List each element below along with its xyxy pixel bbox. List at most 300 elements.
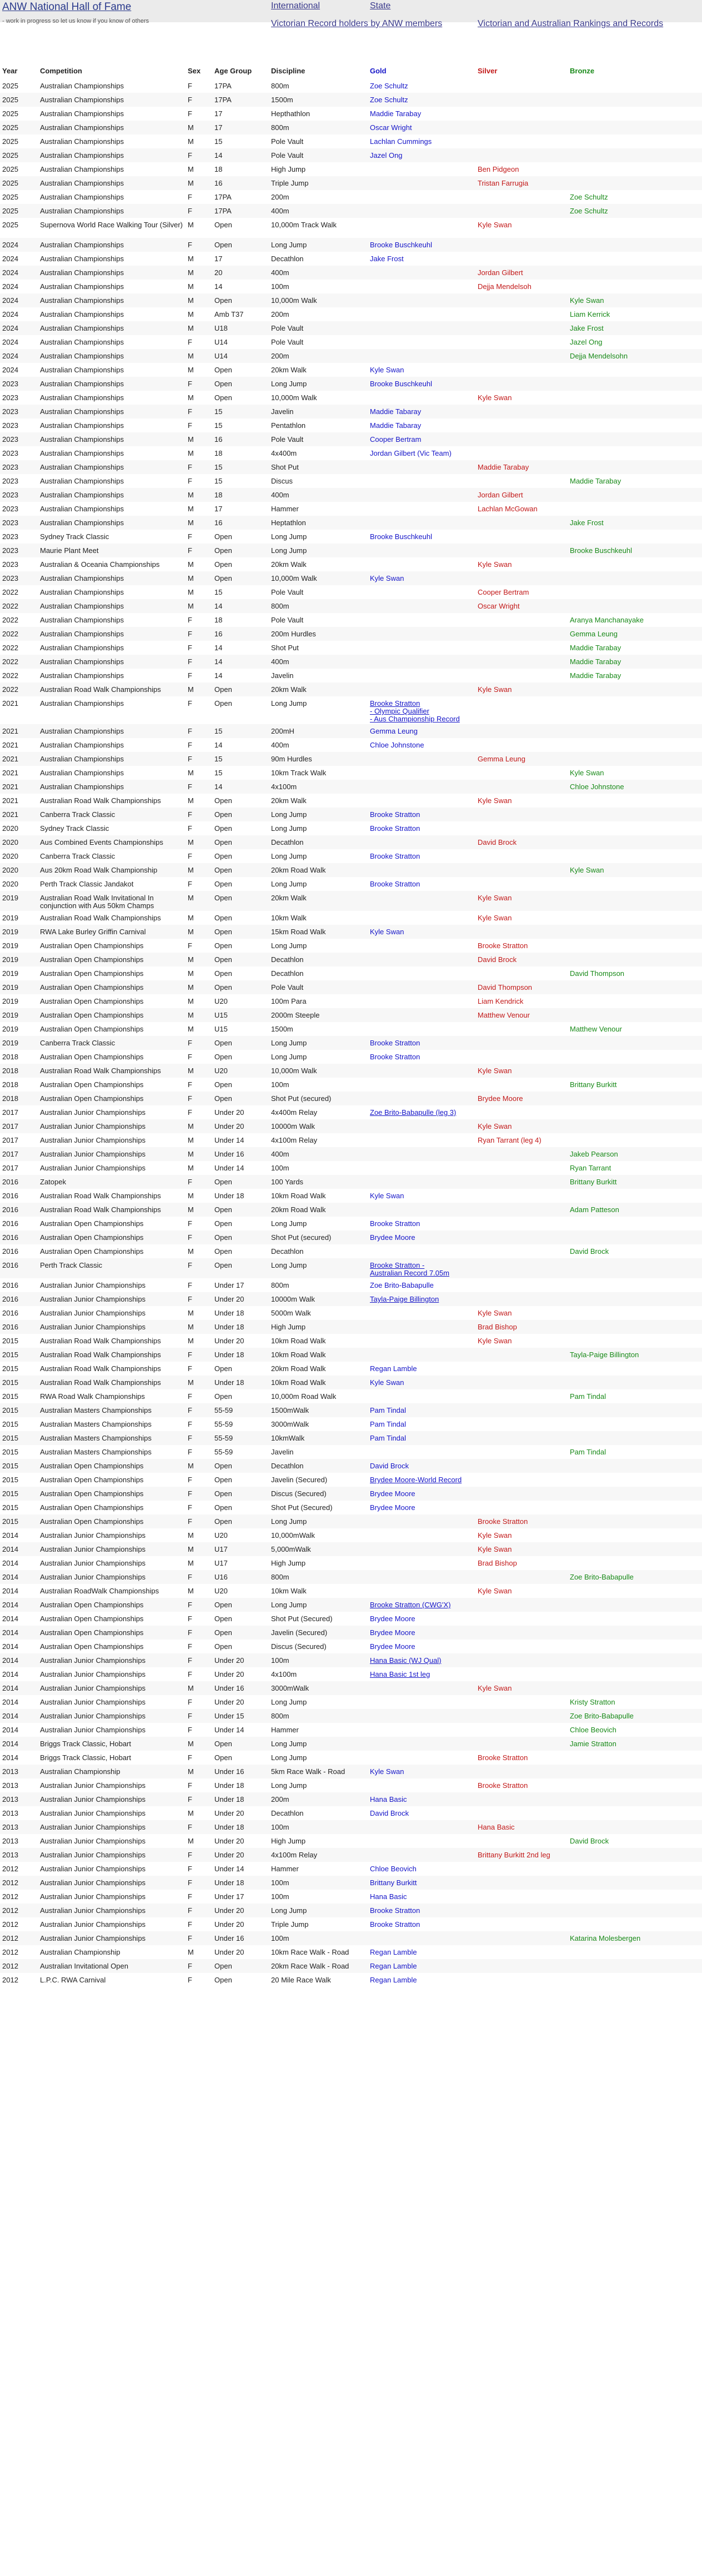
table-row: [0, 966, 702, 980]
year-cell: 2019: [2, 969, 18, 978]
competition-cell: Australian Championships: [40, 421, 124, 430]
sex-cell: M: [188, 1378, 194, 1387]
discipline-cell: Long Jump: [271, 880, 307, 888]
nav-international-link[interactable]: International: [271, 1, 320, 11]
sex-cell: M: [188, 969, 194, 978]
sex-cell: F: [188, 1219, 192, 1228]
silver-cell: Brad Bishop: [478, 1323, 517, 1331]
discipline-cell: Pole Vault: [271, 616, 304, 624]
sex-cell: F: [188, 1670, 192, 1678]
sex-cell: F: [188, 644, 192, 652]
nav-victorian-record-holders-link[interactable]: Victorian Record holders by ANW members: [271, 19, 443, 28]
competition-cell: Australian Championships: [40, 463, 124, 471]
silver-cell: David Brock: [478, 838, 517, 846]
sex-cell: F: [188, 1976, 192, 1984]
year-cell: 2023: [2, 449, 18, 457]
discipline-cell: Pole Vault: [271, 324, 304, 332]
year-cell: 2012: [2, 1934, 18, 1942]
table-row: [0, 162, 702, 176]
table-row: [0, 1078, 702, 1092]
age-group-cell: Under 20: [214, 1295, 244, 1303]
discipline-cell: Decathlon: [271, 969, 304, 978]
competition-cell: Australian Junior Championships: [40, 1108, 146, 1117]
year-cell: 2012: [2, 1948, 18, 1956]
table-row: [0, 994, 702, 1008]
bronze-cell: David Brock: [570, 1247, 609, 1255]
competition-cell: Australian Junior Championships: [40, 1823, 146, 1831]
table-row: [0, 502, 702, 516]
year-cell: 2016: [2, 1261, 18, 1269]
year-cell: 2015: [2, 1420, 18, 1428]
discipline-cell: Long Jump: [271, 1517, 307, 1526]
sex-cell: M: [188, 602, 194, 610]
table-row: [0, 1904, 702, 1917]
gold-cell: Oscar Wright: [370, 123, 412, 132]
competition-cell: Australian Championships: [40, 109, 124, 118]
competition-cell: Australian Championships: [40, 268, 124, 277]
sex-cell: M: [188, 393, 194, 402]
sex-cell: M: [188, 268, 194, 277]
nav-state-link[interactable]: State: [370, 1, 391, 11]
year-cell: 2015: [2, 1448, 18, 1456]
age-group-cell: Open: [214, 532, 232, 541]
year-cell: 2017: [2, 1150, 18, 1158]
gold-cell[interactable]: Brooke Stratton (CWG'X): [370, 1601, 451, 1609]
gold-cell: Chloe Johnstone: [370, 741, 424, 749]
table-row: [0, 1348, 702, 1362]
sex-cell: F: [188, 1039, 192, 1047]
competition-cell: Australian Junior Championships: [40, 1809, 146, 1817]
year-cell: 2019: [2, 914, 18, 922]
sex-cell: F: [188, 1573, 192, 1581]
year-cell: 2020: [2, 838, 18, 846]
discipline-cell: Long Jump: [271, 1753, 307, 1762]
table-row: [0, 835, 702, 849]
discipline-cell: 4x100m Relay: [271, 1136, 318, 1144]
discipline-cell: 5000m Walk: [271, 1309, 311, 1317]
gold-cell: Regan Lamble: [370, 1976, 417, 1984]
discipline-cell: 400m: [271, 268, 289, 277]
discipline-cell: Javelin: [271, 671, 294, 680]
silver-cell: David Thompson: [478, 983, 533, 991]
competition-cell: Australian Open Championships: [40, 1642, 144, 1651]
competition-cell: Australian Masters Championships: [40, 1420, 152, 1428]
year-cell: 2018: [2, 1067, 18, 1075]
table-row: [0, 925, 702, 939]
discipline-cell: Long Jump: [271, 1781, 307, 1790]
gold-cell: Kyle Swan: [370, 928, 404, 936]
table-row: [0, 627, 702, 641]
discipline-cell: High Jump: [271, 165, 306, 173]
gold-cell[interactable]: Brooke Stratton - Australian Record 7.05m: [370, 1261, 450, 1277]
age-group-cell: Under 20: [214, 1809, 244, 1817]
year-cell: 2014: [2, 1642, 18, 1651]
table-row: [0, 696, 702, 724]
competition-cell: Australian Championships: [40, 82, 124, 90]
silver-cell: Kyle Swan: [478, 914, 512, 922]
competition-cell: Australian Open Championships: [40, 955, 144, 964]
year-cell: 2013: [2, 1795, 18, 1803]
gold-cell[interactable]: Hana Basic (WJ Qual): [370, 1656, 442, 1665]
discipline-cell: 20km Walk: [271, 685, 307, 694]
table-row: [0, 1306, 702, 1320]
discipline-cell: 10,000m Walk: [271, 574, 317, 582]
competition-cell: Australian Championships: [40, 644, 124, 652]
table-row: [0, 293, 702, 307]
discipline-cell: 3000mWalk: [271, 1684, 309, 1692]
sex-cell: F: [188, 1879, 192, 1887]
year-cell: 2014: [2, 1753, 18, 1762]
gold-cell: Pam Tindal: [370, 1406, 407, 1414]
silver-cell: Cooper Bertram: [478, 588, 529, 596]
discipline-cell: Long Jump: [271, 1601, 307, 1609]
bronze-cell: Chloe Johnstone: [570, 783, 624, 791]
year-cell: 2019: [2, 955, 18, 964]
table-row: [0, 585, 702, 599]
age-group-cell: Open: [214, 1261, 232, 1269]
gold-cell[interactable]: Zoe Brito-Babapulle (leg 3): [370, 1108, 457, 1117]
competition-cell: Australian Junior Championships: [40, 1559, 146, 1567]
gold-cell: Brooke Stratton: [370, 824, 420, 833]
table-row: [0, 1778, 702, 1792]
discipline-cell: Long Jump: [271, 1906, 307, 1915]
bronze-cell: Adam Patteson: [570, 1205, 619, 1214]
discipline-cell: High Jump: [271, 1837, 306, 1845]
gold-cell: Zoe Brito-Babapulle: [370, 1281, 434, 1289]
table-row: [0, 474, 702, 488]
discipline-cell: 100m: [271, 1934, 289, 1942]
age-group-cell: Under 18: [214, 1192, 244, 1200]
discipline-cell: 100m: [271, 1656, 289, 1665]
discipline-cell: Triple Jump: [271, 1920, 309, 1929]
table-row: [0, 544, 702, 557]
age-group-cell: 55-59: [214, 1420, 233, 1428]
year-cell: 2025: [2, 221, 18, 229]
age-group-cell: 18: [214, 165, 223, 173]
bronze-cell: Kyle Swan: [570, 769, 604, 777]
year-cell: 2014: [2, 1628, 18, 1637]
table-row: [0, 1570, 702, 1584]
silver-cell: Gemma Leung: [478, 755, 525, 763]
age-group-cell: Open: [214, 1976, 232, 1984]
discipline-cell: 10,000mWalk: [271, 1531, 315, 1539]
bronze-cell: Tayla-Paige Billington: [570, 1351, 639, 1359]
discipline-cell: 5km Race Walk - Road: [271, 1767, 345, 1776]
discipline-cell: Javelin: [271, 1448, 294, 1456]
sex-cell: F: [188, 407, 192, 416]
year-cell: 2020: [2, 880, 18, 888]
discipline-cell: 4x100m Relay: [271, 1851, 318, 1859]
discipline-cell: 400m: [271, 1150, 289, 1158]
competition-cell: Australian Championships: [40, 366, 124, 374]
year-cell: 2024: [2, 338, 18, 346]
gold-cell: Brydee Moore: [370, 1489, 415, 1498]
age-group-cell: Under 18: [214, 1795, 244, 1803]
table-row: [0, 821, 702, 835]
table-row: [0, 1334, 702, 1348]
competition-cell: Australian Open Championships: [40, 1080, 144, 1089]
table-row: [0, 1217, 702, 1230]
age-group-cell: 17PA: [214, 96, 232, 104]
age-group-cell: Under 16: [214, 1684, 244, 1692]
year-cell: 2014: [2, 1531, 18, 1539]
competition-cell: Australian Invitational Open: [40, 1962, 128, 1970]
sex-cell: F: [188, 1108, 192, 1117]
year-cell: 2021: [2, 699, 18, 707]
year-cell: 2023: [2, 532, 18, 541]
table-row: [0, 1362, 702, 1376]
year-cell: 2023: [2, 463, 18, 471]
sex-cell: F: [188, 1698, 192, 1706]
bronze-cell: Kyle Swan: [570, 296, 604, 305]
silver-cell: Brydee Moore: [478, 1094, 523, 1103]
age-group-cell: Open: [214, 955, 232, 964]
silver-cell: Ben Pidgeon: [478, 165, 519, 173]
competition-cell: Australian Championships: [40, 671, 124, 680]
competition-cell: Australian Junior Championships: [40, 1698, 146, 1706]
bronze-cell: Maddie Tarabay: [570, 671, 621, 680]
competition-cell: Australian Championships: [40, 783, 124, 791]
age-group-cell: Open: [214, 1642, 232, 1651]
sex-cell: M: [188, 137, 194, 146]
sex-cell: M: [188, 1205, 194, 1214]
table-row: [0, 176, 702, 190]
year-cell: 2025: [2, 207, 18, 215]
competition-cell: Sydney Track Classic: [40, 532, 109, 541]
age-group-cell: 15: [214, 407, 223, 416]
gold-cell: Kyle Swan: [370, 1767, 404, 1776]
sex-cell: M: [188, 221, 194, 229]
year-cell: 2025: [2, 109, 18, 118]
discipline-cell: 20km Race Walk - Road: [271, 1962, 349, 1970]
competition-cell: Australian Junior Championships: [40, 1122, 146, 1130]
competition-cell: Australian Championships: [40, 657, 124, 666]
competition-cell: Australian Junior Championships: [40, 1795, 146, 1803]
silver-cell: Kyle Swan: [478, 1545, 512, 1553]
sex-cell: F: [188, 741, 192, 749]
discipline-cell: Long Jump: [271, 810, 307, 819]
year-cell: 2016: [2, 1178, 18, 1186]
discipline-cell: 20km Walk: [271, 560, 307, 569]
competition-cell: Australian Championships: [40, 505, 124, 513]
age-group-cell: Under 20: [214, 1851, 244, 1859]
silver-cell: Liam Kendrick: [478, 997, 524, 1005]
table-row: [0, 1064, 702, 1078]
table-row: [0, 121, 702, 134]
table-row: [0, 1445, 702, 1459]
sex-cell: F: [188, 852, 192, 860]
discipline-cell: 4x100m: [271, 1670, 297, 1678]
discipline-cell: 10km Race Walk - Road: [271, 1948, 349, 1956]
year-cell: 2023: [2, 421, 18, 430]
sex-cell: M: [188, 179, 194, 187]
gold-cell[interactable]: Brooke Stratton - Olympic Qualifier - Aus Championship Record: [370, 699, 460, 723]
age-group-cell: 55-59: [214, 1448, 233, 1456]
competition-cell: Perth Track Classic: [40, 1261, 102, 1269]
table-row: [0, 1376, 702, 1389]
discipline-cell: 10,000m Road Walk: [271, 1392, 337, 1401]
table-row: [0, 1008, 702, 1022]
year-cell: 2017: [2, 1122, 18, 1130]
year-cell: 2020: [2, 824, 18, 833]
year-cell: 2024: [2, 241, 18, 249]
sex-cell: F: [188, 532, 192, 541]
year-cell: 2019: [2, 894, 18, 902]
competition-cell: Australian Championships: [40, 380, 124, 388]
discipline-cell: Hammer: [271, 1726, 299, 1734]
competition-cell: Australian Junior Championships: [40, 1545, 146, 1553]
gold-cell[interactable]: Tayla-Paige Billington: [370, 1295, 439, 1303]
age-group-cell: 14: [214, 741, 223, 749]
table-row: [0, 1931, 702, 1945]
competition-cell: Australian Junior Championships: [40, 1164, 146, 1172]
table-row: [0, 280, 702, 293]
silver-cell: Kyle Swan: [478, 1684, 512, 1692]
sex-cell: F: [188, 755, 192, 763]
gold-cell[interactable]: Brydee Moore-World Record: [370, 1476, 462, 1484]
gold-cell: Kyle Swan: [370, 574, 404, 582]
age-group-cell: Under 20: [214, 1108, 244, 1117]
competition-cell: Zatopek: [40, 1178, 66, 1186]
sex-cell: F: [188, 1053, 192, 1061]
discipline-cell: 90m Hurdles: [271, 755, 312, 763]
table-row: [0, 1765, 702, 1778]
year-cell: 2015: [2, 1489, 18, 1498]
discipline-cell: 200m: [271, 352, 289, 360]
table-row: [0, 571, 702, 585]
competition-cell: Australian Road Walk Championships: [40, 796, 161, 805]
table-row: [0, 1584, 702, 1598]
competition-cell: Australian Junior Championships: [40, 1879, 146, 1887]
age-group-cell: Under 20: [214, 1670, 244, 1678]
silver-cell: Kyle Swan: [478, 894, 512, 902]
sex-cell: M: [188, 796, 194, 805]
age-group-cell: Under 20: [214, 1906, 244, 1915]
silver-cell: Tristan Farrugia: [478, 179, 529, 187]
table-row: [0, 939, 702, 953]
discipline-cell: Long Jump: [271, 824, 307, 833]
table-row: [0, 1403, 702, 1417]
competition-cell: Australian Championships: [40, 755, 124, 763]
competition-cell: Aus Combined Events Championships: [40, 838, 163, 846]
header-bronze: Bronze: [570, 67, 595, 75]
age-group-cell: Open: [214, 914, 232, 922]
discipline-cell: 10000m Walk: [271, 1295, 315, 1303]
age-group-cell: U20: [214, 997, 228, 1005]
year-cell: 2016: [2, 1219, 18, 1228]
silver-cell: Hana Basic: [478, 1823, 515, 1831]
age-group-cell: Under 18: [214, 1781, 244, 1790]
age-group-cell: 16: [214, 435, 223, 444]
gold-cell: Regan Lamble: [370, 1948, 417, 1956]
gold-cell: Cooper Bertram: [370, 435, 422, 444]
sex-cell: F: [188, 1906, 192, 1915]
year-cell: 2013: [2, 1767, 18, 1776]
year-cell: 2014: [2, 1587, 18, 1595]
silver-cell: Kyle Swan: [478, 1309, 512, 1317]
discipline-cell: 800m: [271, 1281, 289, 1289]
year-cell: 2016: [2, 1205, 18, 1214]
year-cell: 2025: [2, 179, 18, 187]
table-row: [0, 391, 702, 405]
age-group-cell: Open: [214, 1601, 232, 1609]
competition-cell: Australian Junior Championships: [40, 1309, 146, 1317]
nav-rankings-link[interactable]: Victorian and Australian Rankings and Records: [478, 19, 664, 28]
competition-cell: Australian Junior Championships: [40, 1906, 146, 1915]
sex-cell: F: [188, 1865, 192, 1873]
table-row: [0, 1695, 702, 1709]
gold-cell: Gemma Leung: [370, 727, 418, 735]
competition-cell: Australian Road Walk Championships: [40, 914, 161, 922]
year-cell: 2014: [2, 1656, 18, 1665]
table-row: [0, 766, 702, 780]
year-cell: 2021: [2, 755, 18, 763]
table-row: [0, 1945, 702, 1959]
results-table: [0, 79, 702, 1987]
year-cell: 2022: [2, 602, 18, 610]
sex-cell: M: [188, 449, 194, 457]
site-title-link[interactable]: ANW National Hall of Fame: [2, 1, 132, 13]
year-cell: 2025: [2, 96, 18, 104]
year-cell: 2012: [2, 1906, 18, 1915]
year-cell: 2018: [2, 1094, 18, 1103]
age-group-cell: 17: [214, 123, 223, 132]
discipline-cell: Decathlon: [271, 1462, 304, 1470]
age-group-cell: Open: [214, 969, 232, 978]
age-group-cell: 14: [214, 657, 223, 666]
table-row: [0, 1667, 702, 1681]
year-cell: 2014: [2, 1698, 18, 1706]
year-cell: 2019: [2, 1011, 18, 1019]
discipline-cell: Long Jump: [271, 941, 307, 950]
age-group-cell: Under 20: [214, 1337, 244, 1345]
sex-cell: F: [188, 1517, 192, 1526]
competition-cell: Australian Junior Championships: [40, 1150, 146, 1158]
competition-cell: Australian Championships: [40, 296, 124, 305]
discipline-cell: 100m: [271, 1164, 289, 1172]
age-group-cell: Under 18: [214, 1323, 244, 1331]
competition-cell: Australian Championships: [40, 179, 124, 187]
discipline-cell: Long Jump: [271, 241, 307, 249]
age-group-cell: Open: [214, 699, 232, 707]
age-group-cell: Open: [214, 574, 232, 582]
age-group-cell: 17: [214, 505, 223, 513]
year-cell: 2024: [2, 366, 18, 374]
competition-cell: Briggs Track Classic, Hobart: [40, 1740, 131, 1748]
competition-cell: Australian Championships: [40, 338, 124, 346]
year-cell: 2012: [2, 1892, 18, 1901]
sex-cell: F: [188, 1420, 192, 1428]
age-group-cell: Open: [214, 1233, 232, 1242]
age-group-cell: U17: [214, 1559, 228, 1567]
gold-cell: Brydee Moore: [370, 1503, 415, 1512]
table-row: [0, 911, 702, 925]
gold-cell[interactable]: Hana Basic 1st leg: [370, 1670, 430, 1678]
age-group-cell: 15: [214, 727, 223, 735]
sex-cell: F: [188, 616, 192, 624]
silver-cell: Brooke Stratton: [478, 1781, 528, 1790]
table-row: [0, 93, 702, 107]
sex-cell: M: [188, 310, 194, 318]
table-row: [0, 1203, 702, 1217]
competition-cell: Australian Masters Championships: [40, 1434, 152, 1442]
discipline-cell: Discus: [271, 477, 293, 485]
year-cell: 2020: [2, 866, 18, 874]
competition-cell: Australian Open Championships: [40, 1476, 144, 1484]
bronze-cell: Maddie Tarabay: [570, 657, 621, 666]
discipline-cell: 20km Walk: [271, 796, 307, 805]
age-group-cell: U18: [214, 324, 228, 332]
